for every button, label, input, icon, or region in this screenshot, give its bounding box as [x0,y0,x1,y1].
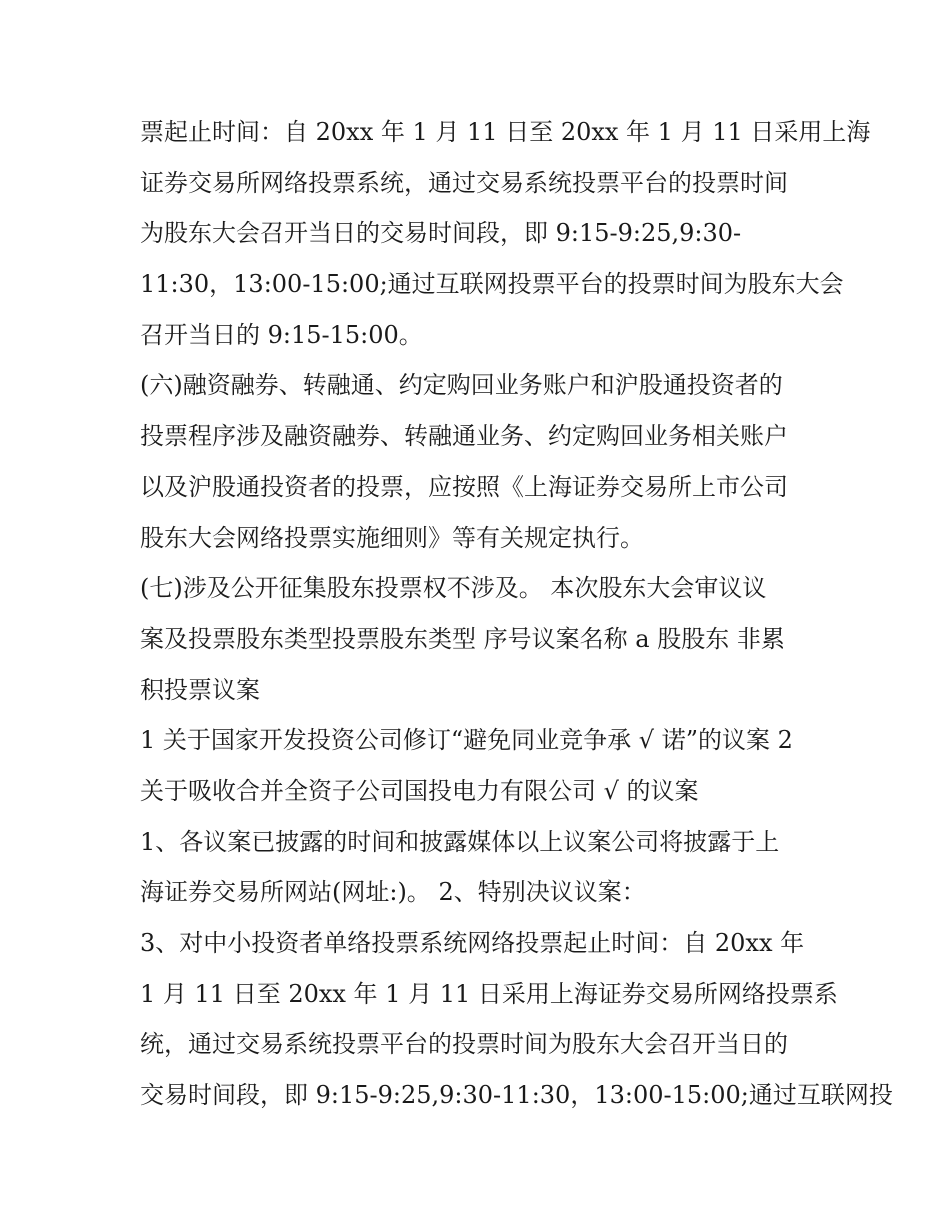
text-line: 票起止时间：自 20xx 年 1 月 11 日至 20xx 年 1 月 11 日采用上海 [140,118,871,146]
text-line: 证券交易所网络投票系统，通过交易系统投票平台的投票时间 [140,168,788,197]
text-line: 以及沪股通投资者的投票，应按照《上海证券交易所上市公司 [140,472,788,501]
text-line: 11:30，13:00-15:00;通过互联网投票平台的投票时间为股东大会 [140,270,844,299]
text-line: 案及投票股东类型投票股东类型 序号议案名称 a 股股东 非累 [140,624,785,653]
text-line: 积投票议案 [140,675,260,704]
document-body [140,107,893,1121]
text-line: 3、对中小投资者单络投票系统网络投票起止时间：自 20xx 年 [140,929,805,957]
text-line: 关于吸收合并全资子公司国投电力有限公司 √ 的议案 [140,776,699,805]
text-line: 股东大会网络投票实施细则》等有关规定执行。 [140,523,644,552]
text-line: 海证券交易所网站(网址:)。 2、特别决议议案： [140,878,646,907]
text-line: 统，通过交易系统投票平台的投票时间为股东大会召开当日的 [140,1030,788,1059]
text-line: 投票程序涉及融资融券、转融通业务、约定购回业务相关账户 [140,422,788,451]
text-line: 召开当日的 9:15-15:00。 [140,320,423,349]
text-line: 1 关于国家开发投资公司修订“避免同业竞争承 √ 诺”的议案 2 [140,726,793,755]
text-line: 交易时间段，即 9:15-9:25,9:30-11:30，13:00-15:00;通过互联网投 [140,1081,893,1110]
text-line: (六)融资融券、转融通、约定购回业务账户和沪股通投资者的 [140,371,783,400]
text-line: 1 月 11 日至 20xx 年 1 月 11 日采用上海证券交易所网络投票系 [140,979,838,1008]
text-line: 1、各议案已披露的时间和披露媒体以上议案公司将披露于上 [140,827,780,856]
text-line: (七)涉及公开征集股东投票权不涉及。 本次股东大会审议议 [140,574,767,603]
text-line: 为股东大会召开当日的交易时间段，即 9:15-9:25,9:30- [140,219,742,248]
